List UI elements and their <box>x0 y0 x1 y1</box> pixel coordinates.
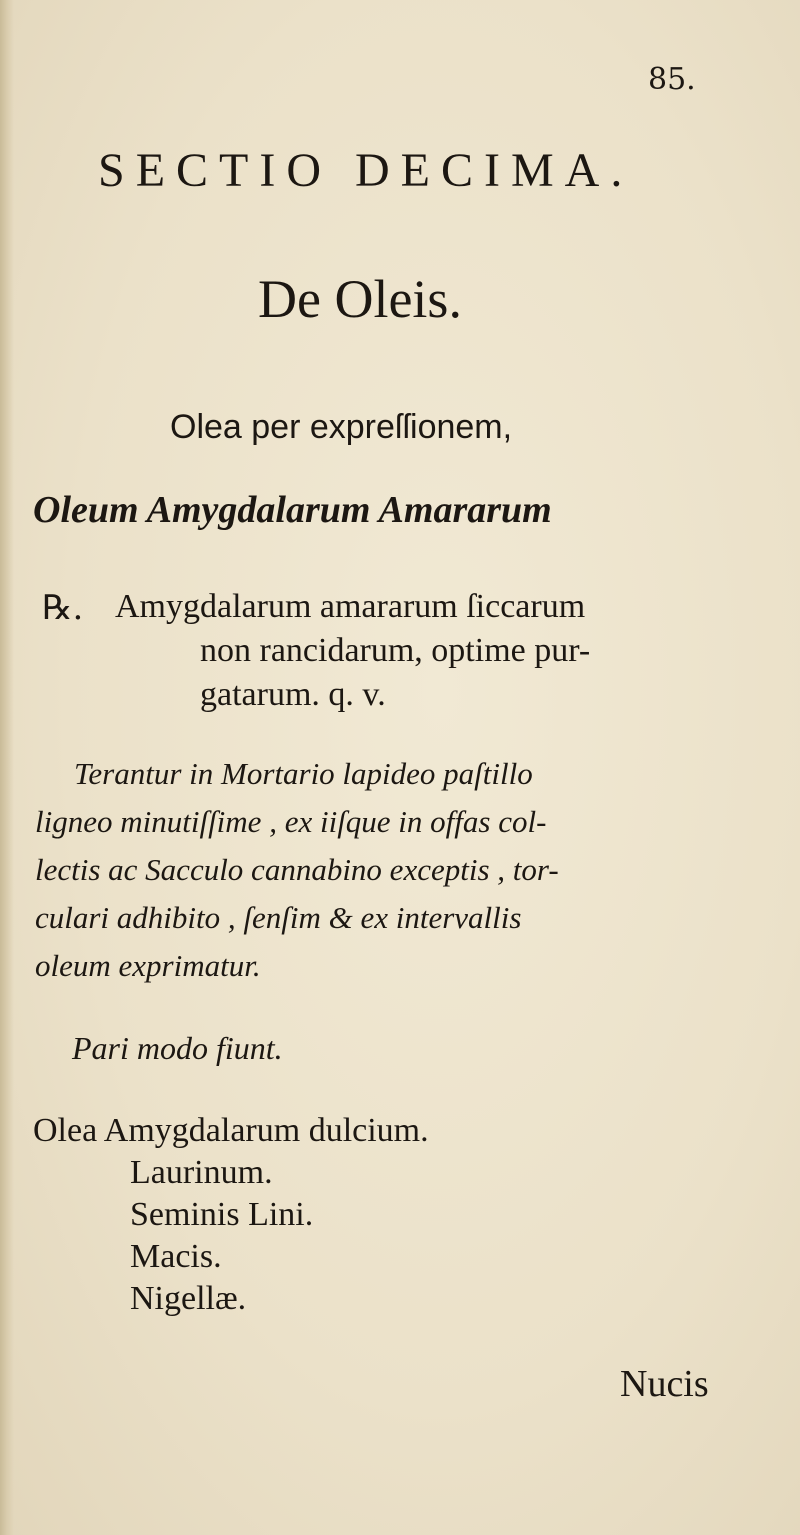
pari-modo-line: Pari modo fiunt. <box>72 1030 283 1066</box>
instruction-line: lectis ac Sacculo cannabino exceptis , tor- <box>35 852 559 887</box>
section-title: SECTIO DECIMA. <box>98 144 634 197</box>
recipe-line: Amygdalarum amararum ſiccarum <box>115 588 586 625</box>
chapter-subtitle: De Oleis. <box>258 269 462 329</box>
oil-list-item: Laurinum. <box>130 1154 273 1191</box>
catchword: Nucis <box>620 1363 709 1405</box>
recipe-heading: Oleum Amygdalarum Amararum <box>33 489 552 531</box>
instruction-line: culari adhibito , ſenſim & ex intervallis <box>35 900 522 935</box>
recipe-symbol: ℞. <box>42 588 84 628</box>
oil-list-item: Olea Amygdalarum dulcium. <box>33 1112 429 1149</box>
page-number: 85. <box>648 62 696 97</box>
oil-list-item: Nigellæ. <box>130 1280 247 1317</box>
intro-line: Olea per expreſſionem, <box>170 408 513 446</box>
recipe-line: gatarum. q. v. <box>200 676 386 713</box>
instruction-line: Terantur in Mortario lapideo paſtillo <box>74 756 533 791</box>
instruction-line: oleum exprimatur. <box>35 948 261 983</box>
oil-list-item: Macis. <box>130 1238 222 1275</box>
recipe-line: non rancidarum, optime pur- <box>200 632 591 669</box>
instruction-line: ligneo minutiſſime , ex iiſque in offas col- <box>35 804 547 839</box>
page-gutter <box>0 0 14 1535</box>
oil-list-item: Seminis Lini. <box>130 1196 314 1233</box>
